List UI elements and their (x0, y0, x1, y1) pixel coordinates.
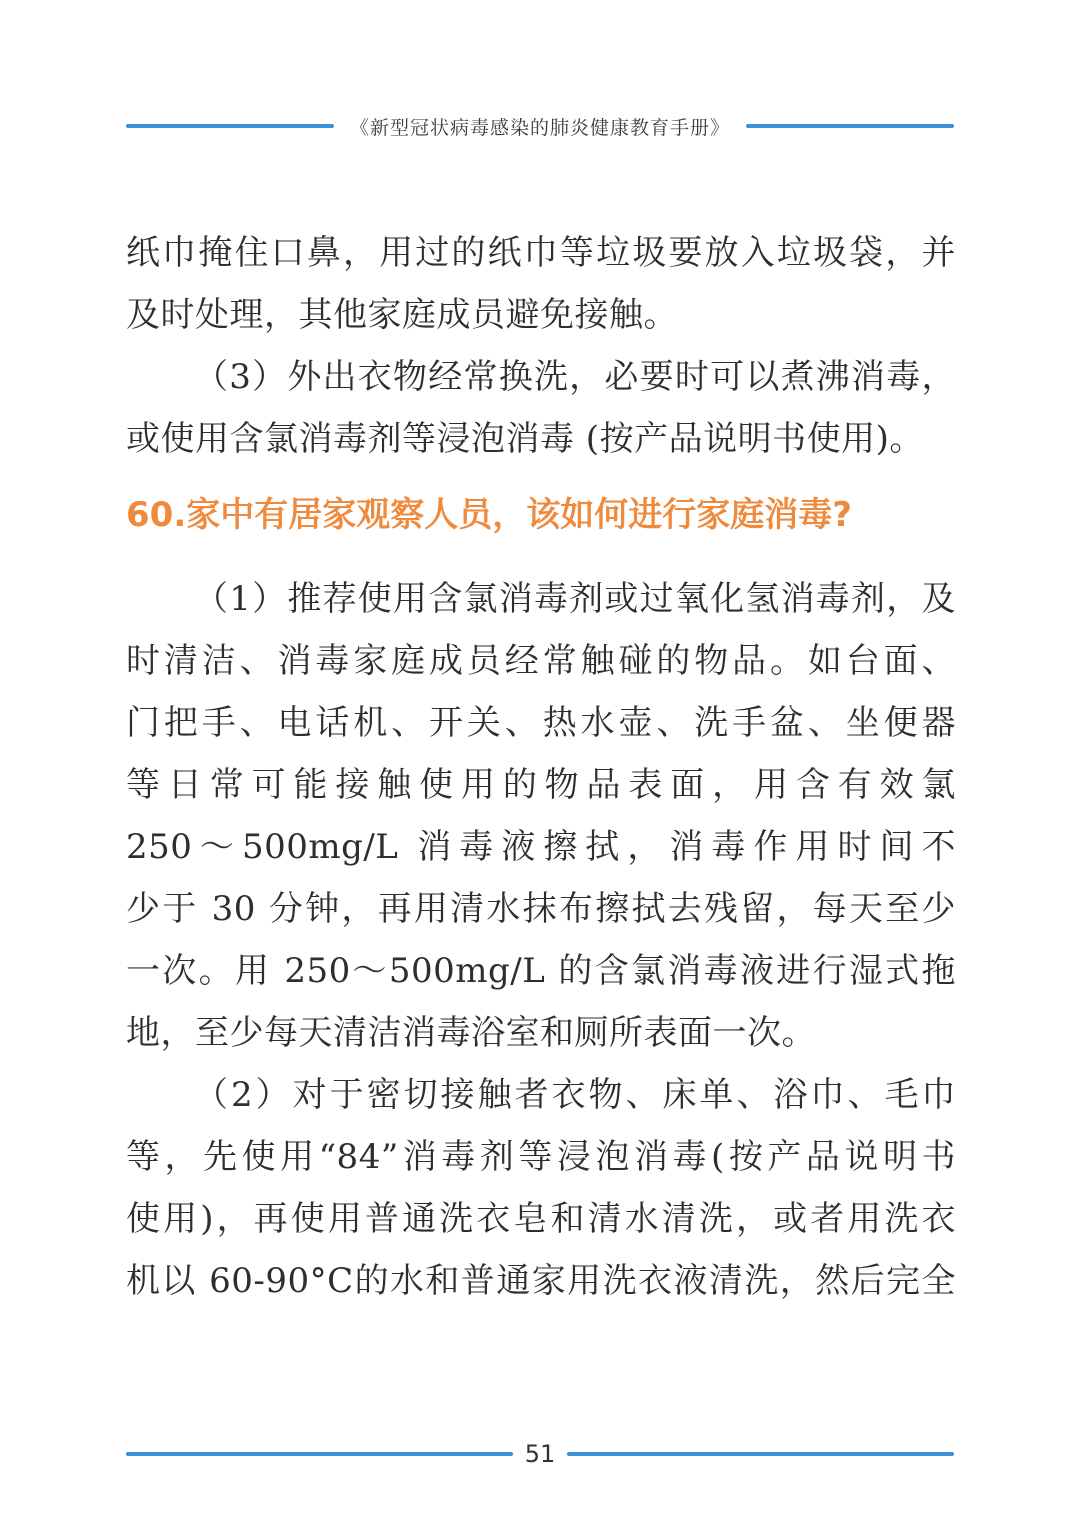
header-rule-left (126, 124, 334, 128)
page-body (126, 222, 956, 1312)
item-1-first-line: （1）推荐使用含氯消毒剂或过氧化氢消毒剂，及 (194, 579, 956, 619)
text-line: 纸巾掩住口鼻，用过的纸巾等垃圾要放入垃圾袋，并 (126, 233, 956, 273)
text-line: 门把手、电话机、开关、热水壶、洗手盆、坐便器 (126, 703, 956, 743)
page-header (126, 108, 954, 144)
text-line: 及时处理，其他家庭成员避免接触。 (126, 295, 678, 335)
footer-rule-right (567, 1452, 954, 1456)
text-line: 地，至少每天清洁消毒浴室和厕所表面一次。 (126, 1013, 816, 1053)
header-rule-right (746, 124, 954, 128)
item-2-first-line: （2）对于密切接触者衣物、床单、浴巾、毛巾 (194, 1075, 956, 1115)
page-footer (126, 1436, 954, 1472)
footer-rule-left (126, 1452, 513, 1456)
text-line: 一次。用 250～500mg/L 的含氯消毒液进行湿式拖 (126, 951, 956, 991)
text-line: 使用)，再使用普通洗衣皂和清水清洗，或者用洗衣 (126, 1199, 956, 1239)
page-number: 51 (524, 1440, 556, 1468)
book-title: 《新型冠状病毒感染的肺炎健康教育手册》 (350, 116, 731, 139)
text-line: 等，先使用“84”消毒剂等浸泡消毒(按产品说明书 (126, 1137, 956, 1177)
text-line: 或使用含氯消毒剂等浸泡消毒 (按产品说明书使用)。 (126, 419, 924, 459)
item-3-first-line: （3）外出衣物经常换洗，必要时可以煮沸消毒， (194, 357, 956, 397)
text-line: 时清洁、消毒家庭成员经常触碰的物品。如台面、 (126, 641, 956, 681)
text-line: 少于 30 分钟，再用清水抹布擦拭去残留，每天至少 (126, 889, 956, 929)
text-line: 等日常可能接触使用的物品表面，用含有效氯 (126, 765, 956, 805)
question-heading: 60.家中有居家观察人员，该如何进行家庭消毒? (126, 495, 852, 535)
text-line: 机以 60-90°C的水和普通家用洗衣液清洗，然后完全 (126, 1261, 956, 1301)
text-line: 250～500mg/L 消毒液擦拭，消毒作用时间不 (126, 827, 956, 867)
